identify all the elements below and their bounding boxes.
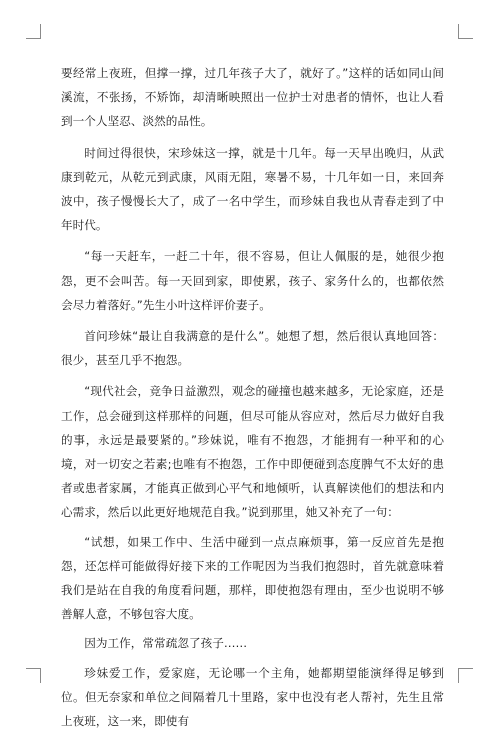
paragraph: 首问珍妹“最让自我满意的是什么”。她想了想，然后很认真地回答：很少，甚至几乎不抱怨。 — [61, 329, 444, 368]
paragraph: “每一天赶车，一赶二十年，很不容易，但让人佩服的是，她很少抱怨，更不会叫苦。每一天回到家，即使累，孩子、家务什么的，也都依然会尽力着落好。”先生小叶这样评价妻子。 — [61, 249, 444, 312]
crop-mark-bottom-left — [26, 668, 41, 683]
paragraph: 珍妹爱工作，爱家庭，无论哪一个主角，她都期望能演绎得足够到位。但无奈家和单位之间隔着几十里路，家中也没有老人帮衬，先生且常上夜班，这一来，即使有 — [61, 665, 444, 729]
crop-mark-top-left — [26, 24, 41, 39]
paragraph: “试想，如果工作中、生活中碰到一点点麻烦事，第一反应首先是抱怨，还怎样可能做得好接下来的工作呢因为当我们抱怨时，首先就意味着我们是站在自我的角度看问题，那样，即使抱怨有理由，至少也说明不够善解人意，不够包容大度。 — [61, 534, 444, 622]
crop-mark-top-right — [458, 24, 473, 39]
paragraph: “现代社会，竞争日益激烈，观念的碰撞也越来越多，无论家庭，还是工作，总会碰到这样那样的问题，但尽可能从容应对，然后尽力做好自我的事，永远是最要紧的。”珍妹说，唯有不抱怨，才能拥有一种平和的心境，对一切安之若素;也唯有不抱怨，工作中即便碰到态度脾气不太好的患者或患者家属，才能真正做到心平气和地倾听，认真解读他们的想法和内心需求，然后以此更好地规范自我。”说到那里，她又补充了一句： — [61, 384, 444, 520]
crop-mark-bottom-right — [458, 668, 473, 683]
document-body — [61, 61, 444, 740]
paragraph: 因为工作，常常疏忽了孩子…… — [84, 636, 248, 651]
paragraph: 要经常上夜班，但撑一撑，过几年孩子大了，就好了。”这样的话如同山间溪流，不张扬，不矫饰，却清晰映照出一位护士对患者的情怀，也让人看到一个人坚忍、淡然的品性。 — [61, 66, 444, 129]
paragraph: 时间过得很快，宋珍妹这一撑，就是十几年。每一天早出晚归，从武康到乾元，从乾元到武康，风雨无阻，寒暑不易，十几年如一日，来回奔波中，孩子慢慢长大了，成了一名中学生，而珍妹自我也从青春走到了中年时代。 — [61, 145, 444, 233]
